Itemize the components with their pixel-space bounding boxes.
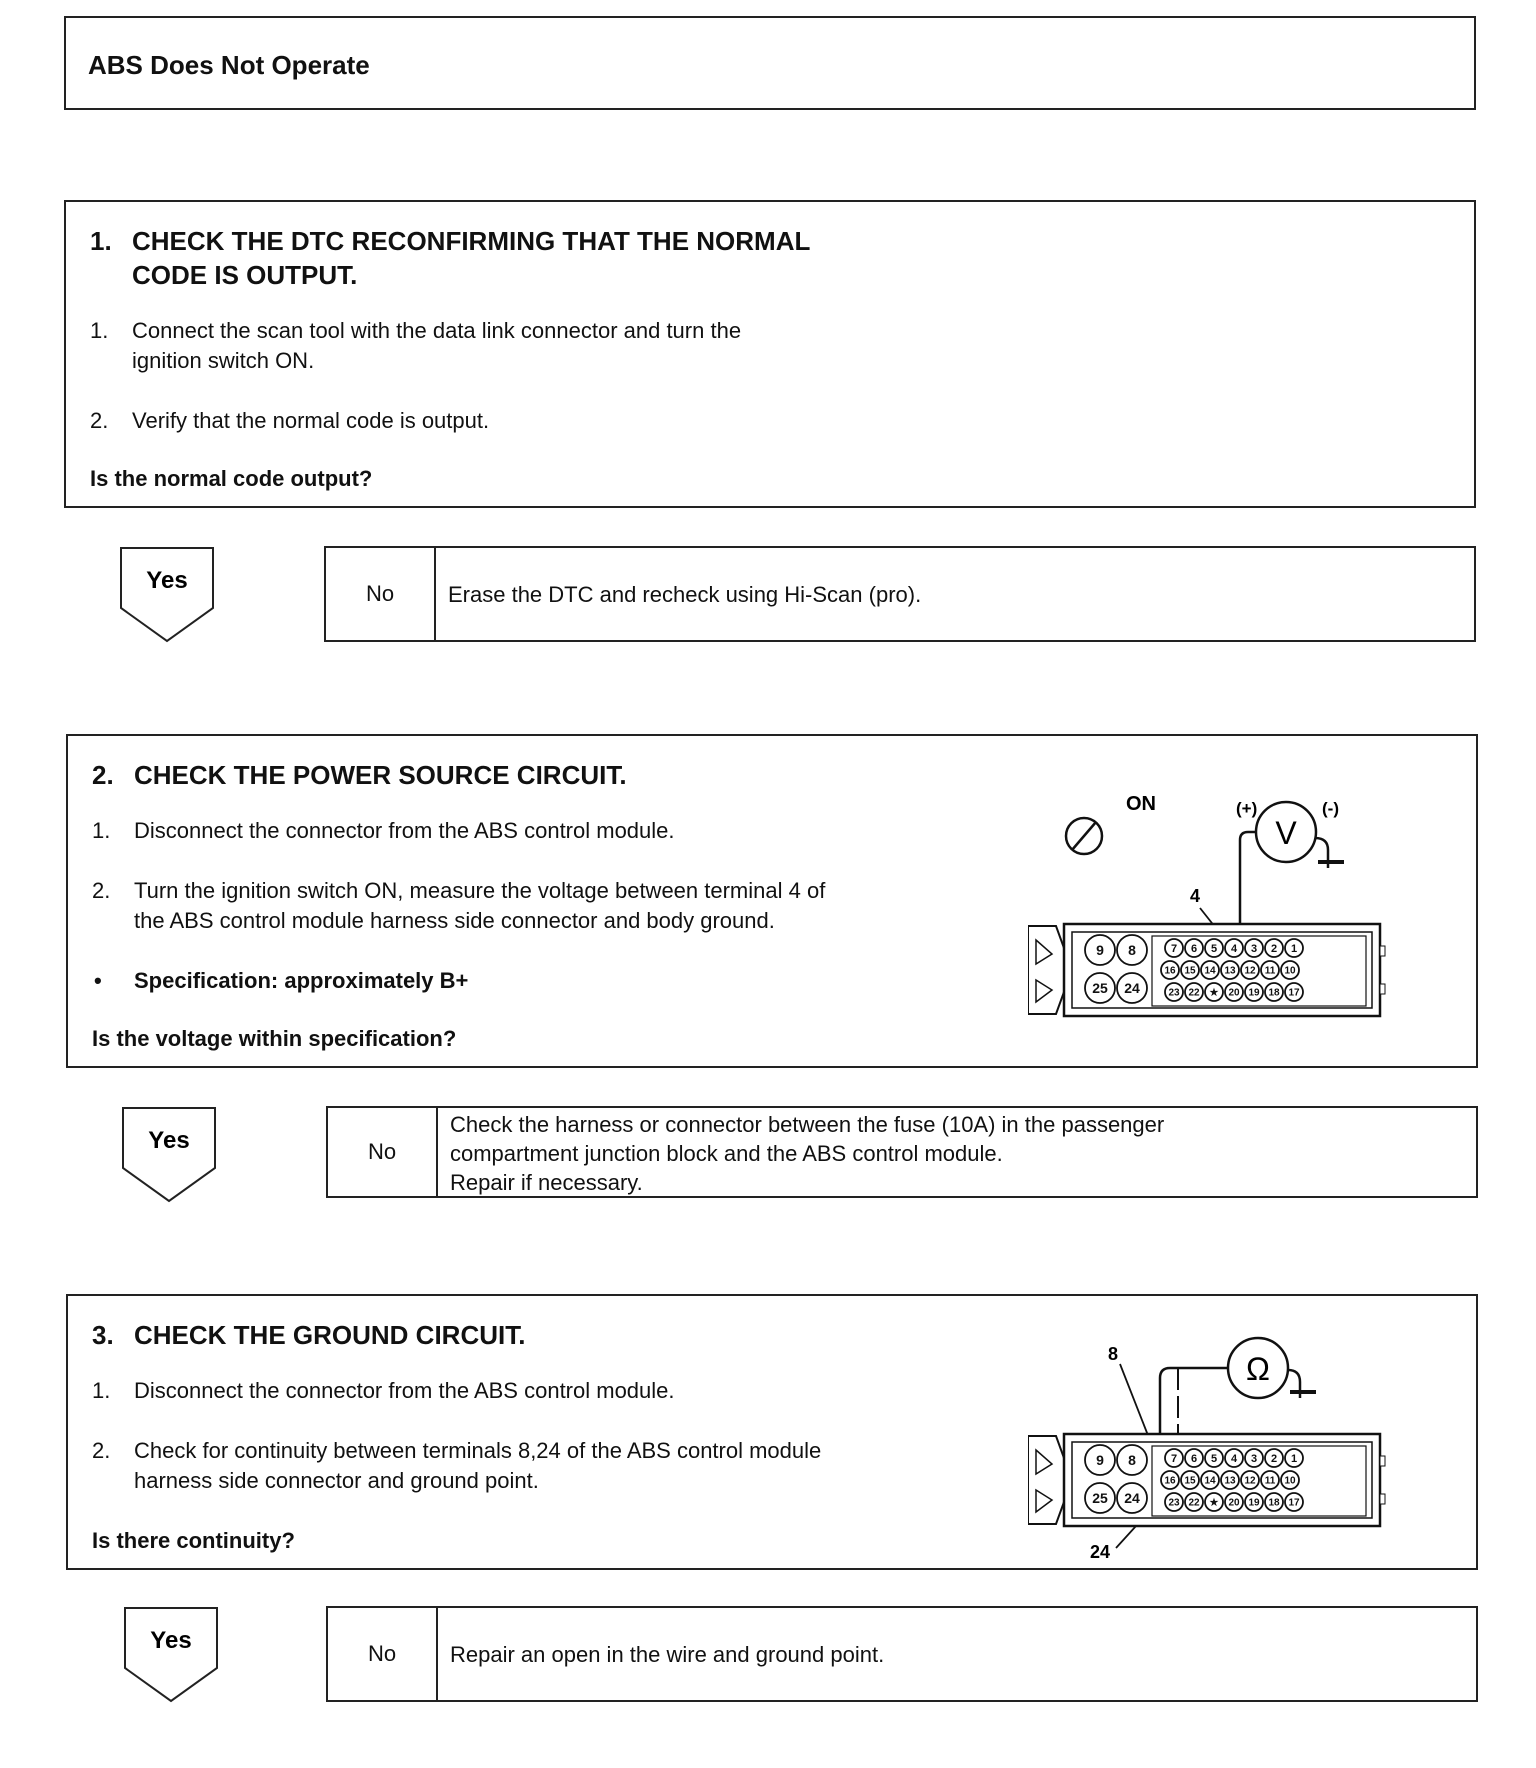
step-1-no-label: No <box>326 548 436 640</box>
connector-pin <box>1241 961 1259 979</box>
connector-pin <box>1245 1449 1263 1467</box>
connector-pin-label: 4 <box>1230 942 1238 955</box>
step-2-connector-diagram <box>1028 780 1418 1050</box>
step-1-item-1-num: 1. <box>90 318 109 343</box>
step-2-no-text-line1: Check the harness or connector between the fuse (10A) in the passenger <box>450 1112 1165 1137</box>
step-2-no-text-line2: compartment junction block and the ABS control module. <box>450 1141 1003 1166</box>
terminal-8-label: 8 <box>1108 1344 1119 1364</box>
connector-pin <box>1225 1493 1243 1511</box>
connector-pin-label: 4 <box>1230 1452 1238 1465</box>
connector-pin-label: 8 <box>1128 1452 1136 1469</box>
connector-pin <box>1225 939 1243 957</box>
connector-pin-label: 13 <box>1224 1475 1236 1487</box>
connector-pin <box>1225 1449 1243 1467</box>
step-2-question: Is the voltage within specification? <box>92 1026 457 1051</box>
abs-connector <box>1028 1434 1385 1526</box>
step-3-item-1-line1: Disconnect the connector from the ABS control module. <box>134 1378 675 1403</box>
connector-pin <box>1281 1471 1299 1489</box>
minus-label: (-) <box>1322 799 1339 818</box>
step-3-number: 3. <box>92 1320 114 1350</box>
step-3-question: Is there continuity? <box>92 1528 295 1553</box>
step-2-no-label: No <box>328 1108 438 1196</box>
plus-label: (+) <box>1236 799 1258 818</box>
connector-pin <box>1161 1471 1179 1489</box>
connector-pin <box>1117 973 1147 1003</box>
connector-pin <box>1221 1471 1239 1489</box>
connector-pin <box>1165 983 1183 1001</box>
connector-pin-label: 1 <box>1290 1452 1298 1465</box>
connector-pin-label: ★ <box>1209 987 1219 999</box>
connector-pin <box>1265 1449 1283 1467</box>
connector-pin-label: 22 <box>1188 987 1200 999</box>
connector-pin <box>1117 935 1147 965</box>
step-3-box <box>66 1294 1478 1570</box>
connector-pin-label: 19 <box>1248 1497 1260 1509</box>
connector-pin-label: 9 <box>1096 942 1104 959</box>
step-1-item-2-num: 2. <box>90 408 109 433</box>
connector-pin-label: 2 <box>1270 1452 1278 1465</box>
connector-pin <box>1221 961 1239 979</box>
connector-pin-label: 23 <box>1168 1497 1180 1509</box>
connector-pin-label: 1 <box>1290 942 1298 955</box>
connector-pin <box>1245 1493 1263 1511</box>
step-2-spec: Specification: approximately B+ <box>134 968 469 993</box>
connector-pin <box>1205 983 1223 1001</box>
step-3-connector-diagram <box>1028 1326 1418 1566</box>
connector-pin <box>1261 1471 1279 1489</box>
step-3-yes-label: Yes <box>150 1627 192 1654</box>
connector-pin-label: 19 <box>1248 987 1260 999</box>
step-3-item-2-line1: Check for continuity between terminals 8,24 of the ABS control module <box>134 1438 822 1463</box>
connector-pin <box>1117 1483 1147 1513</box>
ohmmeter-symbol: Ω <box>1246 1351 1270 1387</box>
connector-pin <box>1285 1449 1303 1467</box>
connector-pin-label: 17 <box>1288 987 1300 999</box>
connector-pin <box>1185 983 1203 1001</box>
step-2-item-1-line1: Disconnect the connector from the ABS control module. <box>134 818 675 843</box>
step-1-item-2-line1: Verify that the normal code is output. <box>132 408 490 433</box>
connector-pin <box>1185 1493 1203 1511</box>
connector-pin-label: 24 <box>1124 1490 1140 1507</box>
connector-pin <box>1265 983 1283 1001</box>
step-1-item-1-line1: Connect the scan tool with the data link connector and turn the <box>132 318 742 343</box>
step-3-heading: CHECK THE GROUND CIRCUIT. <box>134 1320 526 1350</box>
connector-pin <box>1205 1449 1223 1467</box>
connector-pin-label: 9 <box>1096 1452 1104 1469</box>
connector-pin <box>1285 1493 1303 1511</box>
step-2-item-2-line2: the ABS control module harness side connector and body ground. <box>134 908 775 933</box>
step-1-yes-label: Yes <box>146 567 188 594</box>
connector-pin-label: ★ <box>1209 1497 1219 1509</box>
connector-pin-label: 3 <box>1250 942 1258 955</box>
step-2-bullet: • <box>94 968 102 993</box>
title-box <box>64 16 1476 110</box>
step-3-item-2-line2: harness side connector and ground point. <box>134 1468 539 1493</box>
connector-pin <box>1245 983 1263 1001</box>
terminal-4-label: 4 <box>1190 886 1201 906</box>
step-2-no-box <box>326 1106 1478 1198</box>
connector-pin <box>1285 939 1303 957</box>
connector-pin-label: 22 <box>1188 1497 1200 1509</box>
connector-pin <box>1265 939 1283 957</box>
step-2-yes-arrow <box>121 1106 219 1204</box>
connector-pin-label: 12 <box>1244 965 1256 977</box>
connector-pin-label: 7 <box>1170 1452 1178 1465</box>
step-1-no-text: Erase the DTC and recheck using Hi-Scan (pro). <box>448 582 922 607</box>
connector-pin-label: 14 <box>1204 965 1216 977</box>
connector-pin-label: 14 <box>1204 1475 1216 1487</box>
connector-pin <box>1165 1493 1183 1511</box>
connector-pin-label: 15 <box>1184 1475 1196 1487</box>
connector-pin-label: 6 <box>1190 1452 1198 1465</box>
connector-pin <box>1245 939 1263 957</box>
connector-pin <box>1205 1493 1223 1511</box>
step-1-box <box>64 200 1476 508</box>
connector-pin <box>1201 961 1219 979</box>
connector-pin <box>1261 961 1279 979</box>
connector-pin <box>1285 983 1303 1001</box>
ground-icon <box>1315 838 1344 868</box>
connector-pin-label: 10 <box>1284 1475 1296 1487</box>
connector-pin <box>1281 961 1299 979</box>
step-1-no-box <box>324 546 1476 642</box>
voltmeter-symbol: V <box>1275 815 1297 851</box>
step-1-heading-line2: CODE IS OUTPUT. <box>132 260 358 290</box>
step-3-yes-arrow <box>123 1606 221 1704</box>
step-2-number: 2. <box>92 760 114 790</box>
connector-pin-label: 16 <box>1164 965 1176 977</box>
step-1-item-1-line2: ignition switch ON. <box>132 348 315 373</box>
connector-pin-label: 24 <box>1124 980 1140 997</box>
connector-pin-label: 8 <box>1128 942 1136 959</box>
step-3-item-1-num: 1. <box>92 1378 111 1403</box>
connector-pin <box>1161 961 1179 979</box>
step-3-no-label: No <box>328 1608 438 1700</box>
step-3-item-2-num: 2. <box>92 1438 111 1463</box>
step-2-no-text-line3: Repair if necessary. <box>450 1170 643 1195</box>
connector-pin <box>1085 973 1115 1003</box>
connector-pin <box>1085 935 1115 965</box>
connector-pin <box>1225 983 1243 1001</box>
connector-pin <box>1165 939 1183 957</box>
connector-pin <box>1201 1471 1219 1489</box>
connector-pin <box>1185 939 1203 957</box>
page-title: ABS Does Not Operate <box>88 50 370 80</box>
connector-pin <box>1205 939 1223 957</box>
connector-pin-label: 16 <box>1164 1475 1176 1487</box>
connector-pin <box>1165 1449 1183 1467</box>
connector-pin-label: 11 <box>1264 965 1276 977</box>
step-2-item-2-num: 2. <box>92 878 111 903</box>
connector-pin-label: 6 <box>1190 942 1198 955</box>
step-2-item-2-line1: Turn the ignition switch ON, measure the voltage between terminal 4 of <box>134 878 826 903</box>
connector-pin-label: 12 <box>1244 1475 1256 1487</box>
connector-pin-label: 25 <box>1092 980 1108 997</box>
connector-pin-label: 7 <box>1170 942 1178 955</box>
ground-icon <box>1288 1370 1316 1398</box>
step-1-yes-arrow <box>119 546 217 644</box>
connector-pin-label: 18 <box>1268 987 1280 999</box>
step-3-no-text: Repair an open in the wire and ground point. <box>450 1642 885 1667</box>
connector-pin <box>1085 1445 1115 1475</box>
connector-pin-label: 13 <box>1224 965 1236 977</box>
connector-pin <box>1117 1445 1147 1475</box>
step-2-box <box>66 734 1478 1068</box>
connector-pin-label: 23 <box>1168 987 1180 999</box>
connector-pin-label: 20 <box>1228 1497 1240 1509</box>
connector-pin <box>1181 961 1199 979</box>
abs-connector <box>1028 924 1385 1016</box>
connector-pin-label: 2 <box>1270 942 1278 955</box>
connector-pin-label: 10 <box>1284 965 1296 977</box>
connector-pin-label: 5 <box>1210 942 1218 955</box>
step-2-heading: CHECK THE POWER SOURCE CIRCUIT. <box>134 760 627 790</box>
switch-on-label: ON <box>1126 793 1156 815</box>
connector-pin-label: 18 <box>1268 1497 1280 1509</box>
connector-pin-label: 5 <box>1210 1452 1218 1465</box>
step-1-number: 1. <box>90 226 112 256</box>
step-2-item-1-num: 1. <box>92 818 111 843</box>
connector-pin <box>1181 1471 1199 1489</box>
connector-pin-label: 15 <box>1184 965 1196 977</box>
connector-pin <box>1265 1493 1283 1511</box>
connector-pin-label: 11 <box>1264 1475 1276 1487</box>
step-2-yes-label: Yes <box>148 1127 190 1154</box>
connector-pin <box>1085 1483 1115 1513</box>
connector-pin-label: 20 <box>1228 987 1240 999</box>
connector-pin-label: 25 <box>1092 1490 1108 1507</box>
terminal-24-label: 24 <box>1090 1542 1111 1562</box>
connector-pin-label: 17 <box>1288 1497 1300 1509</box>
step-1-heading-line1: CHECK THE DTC RECONFIRMING THAT THE NORMAL <box>132 226 811 256</box>
connector-pin <box>1185 1449 1203 1467</box>
connector-pin <box>1241 1471 1259 1489</box>
step-3-no-box <box>326 1606 1478 1702</box>
connector-pin-label: 3 <box>1250 1452 1258 1465</box>
step-1-question: Is the normal code output? <box>90 466 373 491</box>
